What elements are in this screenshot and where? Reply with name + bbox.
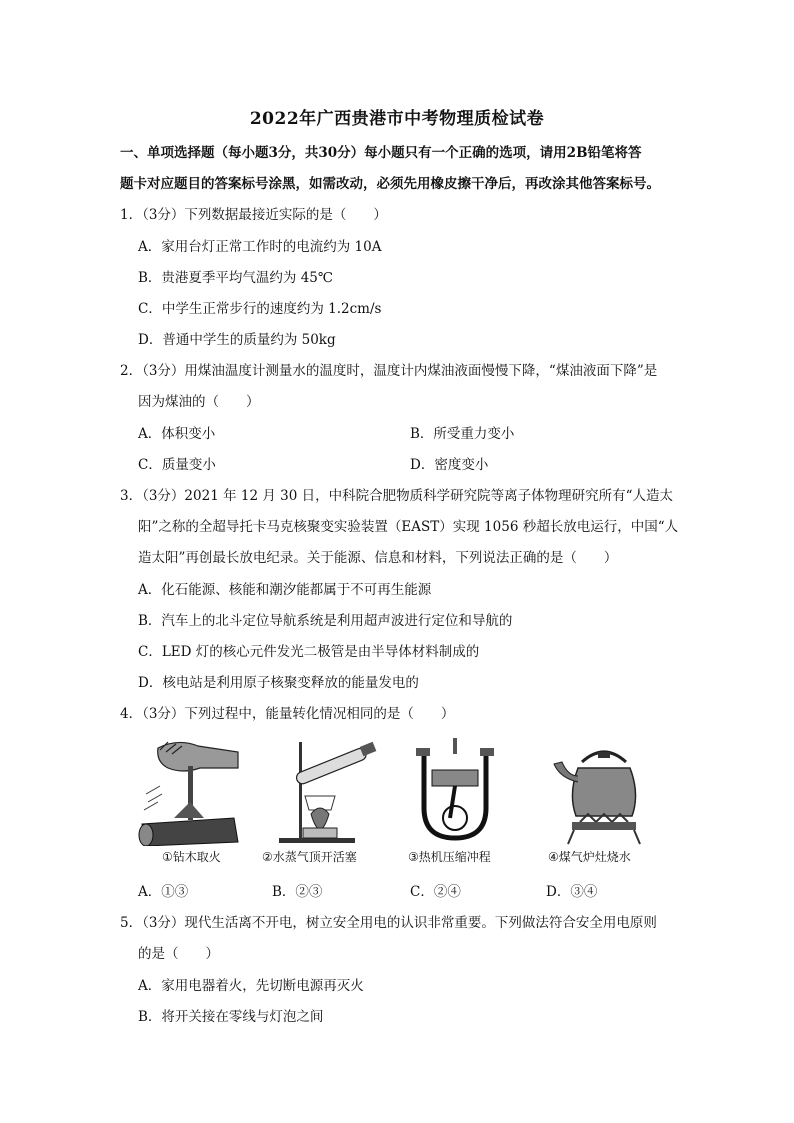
q2-option-b: B．所受重力变小 bbox=[410, 426, 515, 442]
q2-stem-2: 因为煤油的（ ） bbox=[138, 394, 260, 410]
q5-option-a: A．家用电器着火，先切断电源再灭火 bbox=[138, 978, 364, 994]
q2-option-d: D．密度变小 bbox=[410, 457, 489, 473]
q2-option-c: C．质量变小 bbox=[138, 457, 216, 473]
q4-caption-2: ②水蒸气顶开活塞 bbox=[262, 850, 357, 864]
q4-option-c: C．②④ bbox=[410, 884, 461, 900]
q3-option-b: B．汽车上的北斗定位导航系统是利用超声波进行定位和导航的 bbox=[138, 613, 513, 629]
q3-stem-3: 造太阳”再创最长放电纪录。关于能源、信息和材料，下列说法正确的是（ ） bbox=[138, 550, 618, 566]
q3-option-d: D．核电站是利用原子核聚变释放的能量发电的 bbox=[138, 675, 419, 691]
q4-caption-1: ①钻木取火 bbox=[162, 850, 221, 864]
steam-cork-illustration bbox=[275, 738, 385, 846]
q5-stem-1: 5．（3分）现代生活离不开电，树立安全用电的认识非常重要。下列做法符合安全用电原则 bbox=[120, 915, 657, 931]
q1-option-c: C．中学生正常步行的速度约为 1.2cm/s bbox=[138, 301, 382, 317]
q3-option-a: A．化石能源、核能和潮汐能都属于不可再生能源 bbox=[138, 582, 432, 598]
q4-figure bbox=[130, 738, 690, 874]
q1-option-d: D．普通中学生的质量约为 50kg bbox=[138, 332, 336, 348]
q5-stem-2: 的是（ ） bbox=[138, 946, 219, 962]
q3-stem-2: 阳”之称的全超导托卡马克核聚变实验装置（EAST）实现 1056 秒超长放电运行，中国“人 bbox=[138, 519, 679, 535]
section-instructions bbox=[120, 138, 680, 200]
section-line-2: 题卡对应题目的答案标号涂黑，如需改动，必须先用橡皮擦干净后，再改涂其他答案标号。 bbox=[120, 176, 660, 192]
q4-caption-4: ④煤气炉灶烧水 bbox=[548, 850, 631, 864]
q5-option-b: B．将开关接在零线与灯泡之间 bbox=[138, 1009, 324, 1025]
q1-option-b: B．贵港夏季平均气温约为 45℃ bbox=[138, 270, 333, 286]
section-line-1: 一、单项选择题（每小题3分，共30分）每小题只有一个正确的选项，请用2B铅笔将答 bbox=[120, 145, 642, 161]
engine-compression-illustration bbox=[410, 738, 510, 846]
drilling-wood-illustration bbox=[138, 738, 248, 846]
kettle-stove-illustration bbox=[550, 742, 660, 846]
q4-stem: 4．（3分）下列过程中，能量转化情况相同的是（ ） bbox=[120, 706, 455, 722]
q4-option-a: A．①③ bbox=[138, 884, 189, 900]
q1-option-a: A．家用台灯正常工作时的电流约为 10A bbox=[138, 239, 382, 255]
q4-caption-3: ③热机压缩冲程 bbox=[408, 850, 491, 864]
q2-stem-1: 2．（3分）用煤油温度计测量水的温度时，温度计内煤油液面慢慢下降，“煤油液面下降”是 bbox=[120, 363, 658, 379]
q3-option-c: C．LED 灯的核心元件发光二极管是由半导体材料制成的 bbox=[138, 644, 480, 660]
q4-option-d: D．③④ bbox=[546, 884, 598, 900]
q3-stem-1: 3．（3分）2021 年 12 月 30 日，中科院合肥物质科学研究院等离子体物理研究所有“人造太 bbox=[120, 488, 673, 504]
q4-option-b: B．②③ bbox=[272, 884, 323, 900]
q1-stem: 1．（3分）下列数据最接近实际的是（ ） bbox=[120, 207, 387, 223]
q2-option-a: A．体积变小 bbox=[138, 426, 216, 442]
page-title: 2022年广西贵港市中考物理质检试卷 bbox=[249, 109, 545, 129]
